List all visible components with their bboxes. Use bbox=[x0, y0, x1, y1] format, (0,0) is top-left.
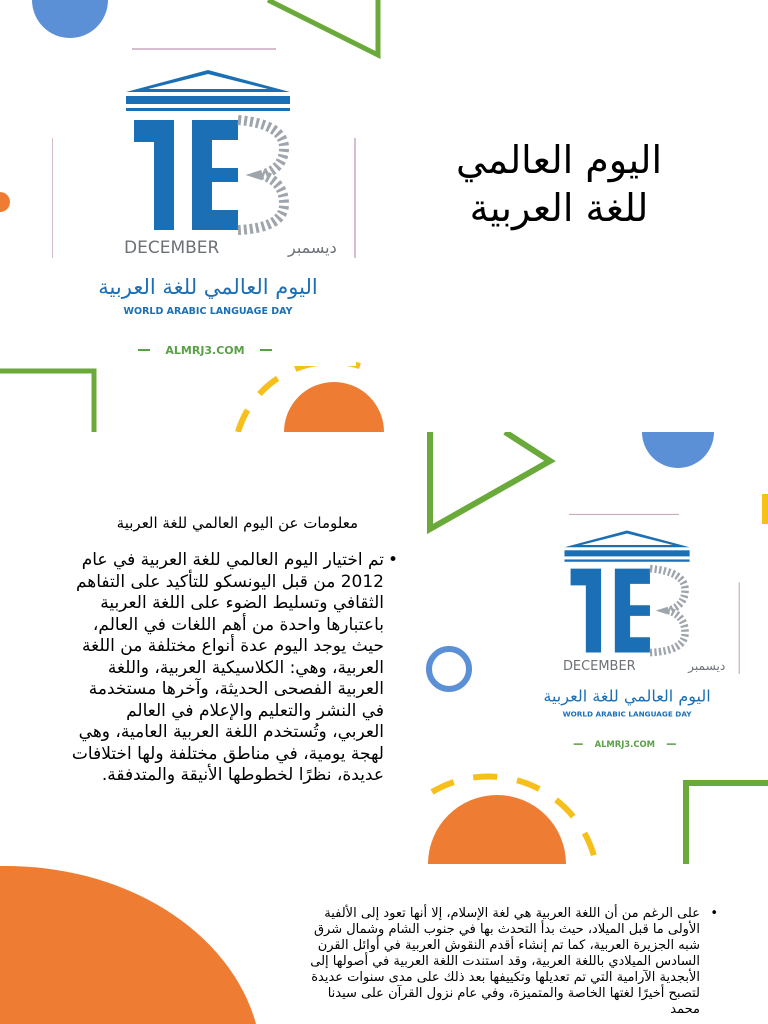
logo-arabic-name: اليوم العالمي للغة العربية bbox=[98, 275, 318, 299]
bullet-icon: • bbox=[387, 550, 398, 570]
logo-month-ar: ديسمبر bbox=[288, 238, 337, 257]
orange-semicircle-shape bbox=[284, 382, 384, 432]
bullet-paragraph bbox=[70, 550, 398, 787]
logo-month: DECEMBER bbox=[124, 238, 220, 258]
green-corner-shape bbox=[686, 783, 768, 864]
logo-month: DECEMBER bbox=[562, 659, 636, 675]
logo-site: ALMRJ3.COM bbox=[165, 344, 245, 357]
green-corner-shape bbox=[0, 371, 94, 432]
orange-quarter-circle-shape bbox=[0, 866, 256, 1024]
section-heading: معلومات عن اليوم العالمي للغة العربية bbox=[116, 514, 358, 532]
slide-3 bbox=[0, 864, 768, 1024]
blue-circle-shape bbox=[32, 0, 108, 38]
blue-semicircle-shape bbox=[642, 432, 714, 468]
unesco-temple-logo bbox=[52, 48, 356, 366]
title-line-2: للغة العربية bbox=[469, 186, 649, 230]
logo-arabic-name: اليوم العالمي للغة العربية bbox=[543, 686, 711, 706]
logo-month-ar: ديسمبر bbox=[688, 659, 726, 674]
orange-semicircle-shape bbox=[428, 795, 566, 864]
logo-english-name: WORLD ARABIC LANGUAGE DAY bbox=[562, 709, 692, 719]
bullet-paragraph bbox=[296, 906, 718, 1018]
logo-card bbox=[52, 48, 356, 366]
bullet-text: تم اختيار اليوم العالمي للغة العربية في عام 2012 من قبل اليونسكو للتأكيد على التفاهم الثقافي وتسليط الضوء على اللغة العربية باعتبارها واحدة من أهم اللغات في العالم، حيث يوجد اليوم عدة أنواع مختلفة من اللغة العربية، وهي: الكلاسيكية العربية، واللغة العربية الفصحى الحديثة، وآخرها مستخدمة في النشر والتعليم والإعلام في العالم العربي، وتُستخدم اللغة العربية العامية، وهي لهجة يومية، في مناطق مختلفة ولها اختلافات عديدة، نظرًا لخطوطها الأنيقة والمتدفقة. bbox=[71, 550, 384, 785]
blue-ring-shape bbox=[429, 649, 469, 689]
page-title bbox=[406, 136, 712, 232]
green-triangle-shape bbox=[268, 0, 378, 55]
title-line-1: اليوم العالمي bbox=[455, 138, 663, 182]
logo-english-name: WORLD ARABIC LANGUAGE DAY bbox=[123, 306, 293, 317]
bullet-icon: • bbox=[710, 906, 718, 921]
unesco-temple-logo bbox=[508, 512, 740, 758]
slide-1 bbox=[0, 0, 768, 432]
slide-2 bbox=[0, 432, 768, 864]
orange-half-circle-shape bbox=[0, 192, 10, 212]
bullet-text: على الرغم من أن اللغة العربية هي لغة الإسلام، إلا أنها تعود إلى الألفية الأولى ما قبل الميلاد، حيث بدأ التحدث بها في جنوب الشام وشمال شرق شبه الجزيرة العربية، كما تم إنشاء أقدم النقوش العربية في أوائل القرن السادس الميلادي باللغة العربية، وقد استندت اللغة العربية في أصولها إلى الأبجدية الآرامية التي تم تعديلها وتكييفها بعد ذلك على مدى سنوات عديدة لتصبح أخيرًا لغتها الخاصة والمتميزة، وفي عام نزول القرآن على سيدنا محمد bbox=[310, 906, 700, 1017]
logo-site: ALMRJ3.COM bbox=[594, 739, 655, 750]
logo-card bbox=[508, 512, 740, 758]
